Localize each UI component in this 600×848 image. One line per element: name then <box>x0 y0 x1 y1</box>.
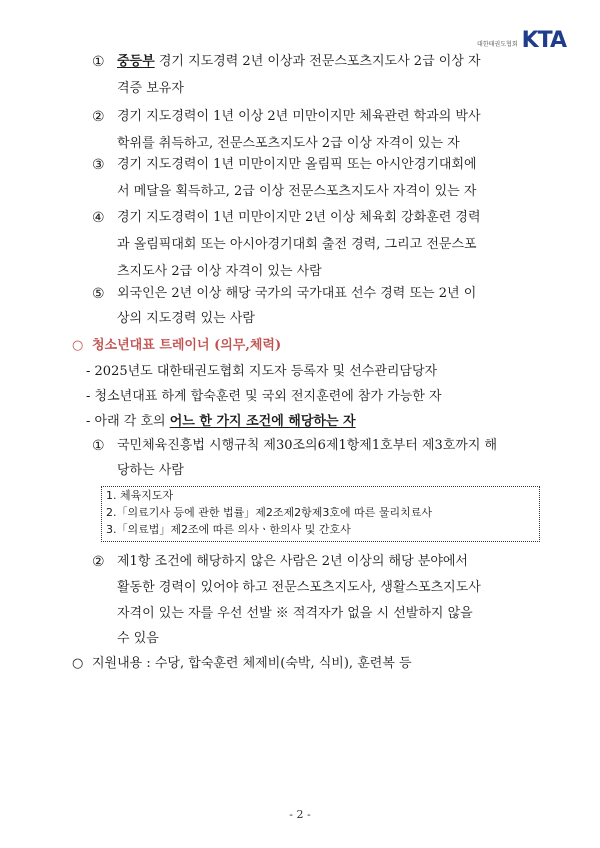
item-line: 상의 지도경력 있는 사람 <box>117 311 255 326</box>
page-number: - 2 - <box>289 808 311 821</box>
item-number: ② <box>92 109 105 125</box>
support-bullet: ○ <box>72 656 84 671</box>
item-number: ① <box>92 54 105 70</box>
item-line: 격증 보유자 <box>117 81 184 96</box>
item-bold-prefix: 중등부 <box>117 54 155 69</box>
dash-item <box>86 414 356 430</box>
section-bullet: ○ <box>72 338 84 353</box>
item-line: 활동한 경력이 있어야 하고 전문스포츠지도사, 생활스포츠지도사 <box>117 580 481 595</box>
kta-logo: KTA <box>521 28 566 53</box>
item-line: 제1항 조건에 해당하지 않은 사람은 2년 이상의 해당 분야에서 <box>117 554 468 569</box>
item-line: 서 메달을 획득하고, 2급 이상 전문스포츠지도사 자격이 있는 자 <box>117 184 477 199</box>
section-title: 청소년대표 트레이너 (의무,체력) <box>92 338 282 353</box>
org-name: 대한태권도협회 <box>477 41 518 48</box>
item-line: 츠지도사 2급 이상 자격이 있는 사람 <box>117 264 322 279</box>
item-line <box>117 54 481 70</box>
item-line: 자격이 있는 자를 우선 선발 ※ 적격자가 없을 시 선발하지 않을 <box>117 606 473 621</box>
item-line: 경기 지도경력이 1년 이상 2년 미만이지만 체육관련 학과의 박사 <box>117 109 481 124</box>
dash-item: - 2025년도 대한태권도협회 지도자 등록자 및 선수관리담당자 <box>86 364 438 379</box>
item-number: ① <box>92 438 105 454</box>
item-number: ③ <box>92 157 105 173</box>
header-logo <box>477 28 566 53</box>
item-line: 외국인은 2년 이상 해당 국가의 국가대표 선수 경력 또는 2년 이 <box>117 286 477 301</box>
item-number: ② <box>92 554 105 570</box>
box-line: 2.「의료기사 등에 관한 법률」제2조제2항제3호에 따른 물리치료사 <box>106 506 432 519</box>
item-line: 경기 지도경력이 1년 미만이지만 2년 이상 체육회 강화훈련 경력 <box>117 210 481 225</box>
item-line: 학위를 취득하고, 전문스포츠지도사 2급 이상 자격이 있는 자 <box>117 136 460 151</box>
item-line-rest: 경기 지도경력 2년 이상과 전문스포츠지도사 2급 이상 자 <box>154 54 481 69</box>
item-line: 과 올림픽대회 또는 아시아경기대회 출전 경력, 그리고 전문스포 <box>117 237 477 252</box>
item-line: 국민체육진흥법 시행규칙 제30조의6제1항제1호부터 제3호까지 해 <box>117 438 498 453</box>
item-number: ④ <box>92 210 105 226</box>
item-line: 당하는 사람 <box>117 463 184 478</box>
support-text: 지원내용 : 수당, 합숙훈련 체제비(숙박, 식비), 훈련복 등 <box>92 656 412 671</box>
dash-item-emphasis: 어느 한 가지 조건에 해당하는 자 <box>169 414 356 429</box>
dash-item: - 청소년대표 하계 합숙훈련 및 국외 전지훈련에 참가 가능한 자 <box>86 389 442 404</box>
item-line: 수 있음 <box>117 631 159 646</box>
box-line: 3.「의료법」제2조에 따른 의사ㆍ한의사 및 간호사 <box>106 523 351 536</box>
item-number: ⑤ <box>92 286 105 302</box>
item-line: 경기 지도경력이 1년 미만이지만 올림픽 또는 아시안경기대회에 <box>117 157 477 172</box>
box-line: 1. 체육지도자 <box>106 489 174 502</box>
dash-item-text: - 아래 각 호의 <box>86 414 170 429</box>
definition-box <box>101 486 540 542</box>
